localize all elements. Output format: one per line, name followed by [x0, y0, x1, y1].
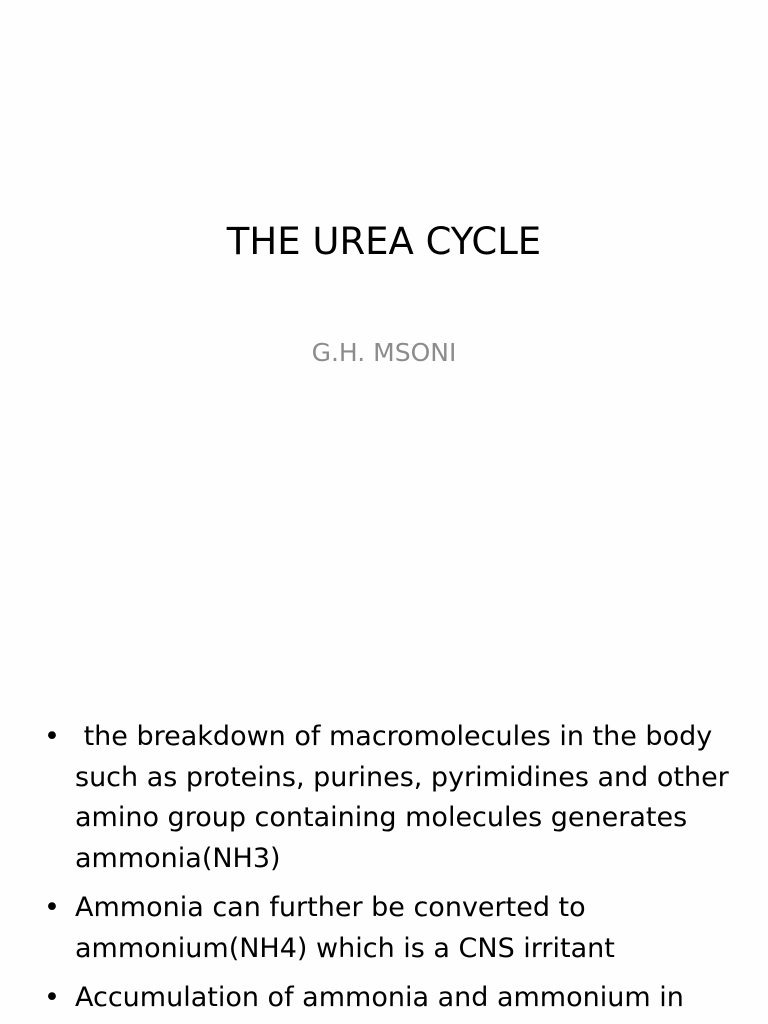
- slide-title: THE UREA CYCLE: [226, 220, 542, 263]
- bullet-marker: •: [44, 721, 60, 752]
- bullet-item: [44, 978, 734, 1019]
- slide-subtitle: G.H. MSONI: [311, 338, 457, 367]
- bullet-marker: •: [44, 892, 60, 923]
- content-slide: [0, 700, 768, 1024]
- bullet-item: [44, 888, 734, 969]
- bullet-text: Ammonia can further be converted to ammonium(NH4) which is a CNS irritant: [75, 892, 615, 964]
- bullet-item: [44, 717, 738, 879]
- bullet-text: Accumulation of ammonia and ammonium in: [75, 982, 684, 1013]
- bullet-marker: •: [44, 982, 60, 1013]
- bullet-list: [44, 717, 738, 1024]
- bullet-text: the breakdown of macromolecules in the body such as proteins, purines, pyrimidines and other amino group containing molecules generates ammonia(NH3): [75, 721, 738, 874]
